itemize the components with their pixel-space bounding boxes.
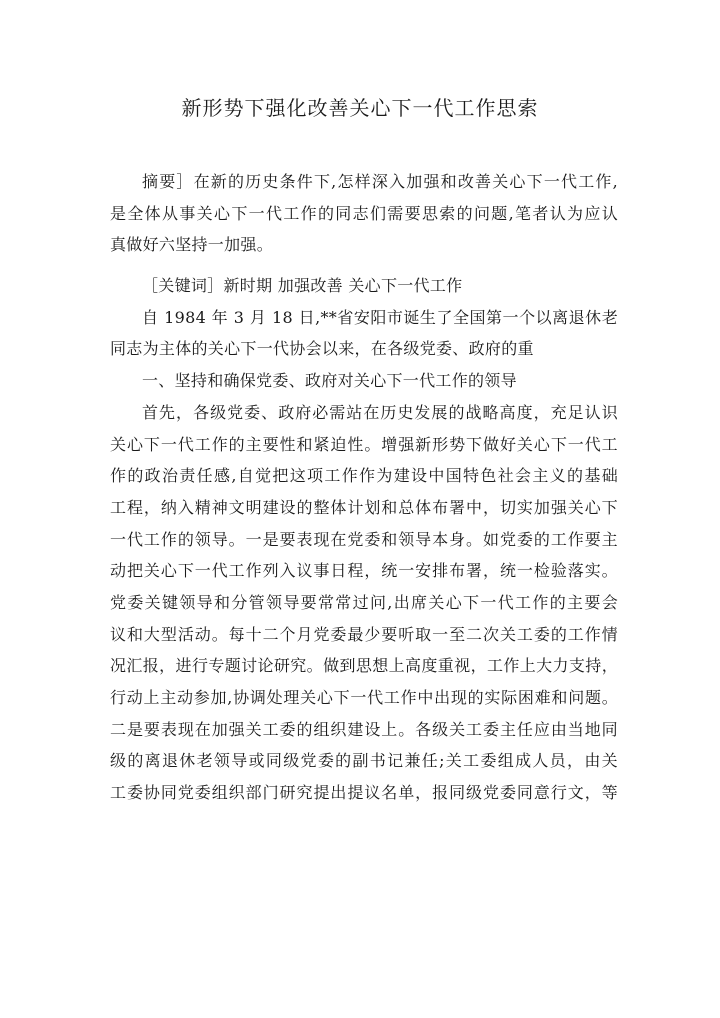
body-line: 关心下一代工作的主要性和紧迫性。增强新形势下做好关心下一代工	[110, 434, 618, 454]
body-line: 党委关键领导和分管领导要常常过问,出席关心下一代工作的主要会	[110, 592, 618, 612]
body-line: 作的政治责任感,自觉把这项工作作为建设中国特色社会主义的基础	[110, 466, 618, 486]
document-body	[110, 166, 618, 809]
body-line: 工程，纳入精神文明建设的整体计划和总体布署中，切实加强关心下	[110, 497, 618, 517]
body-line: 况汇报，进行专题讨论研究。做到思想上高度重视，工作上大力支持，	[110, 656, 618, 676]
body-line: 真做好六坚持一加强。	[110, 235, 274, 255]
keywords-line: ［关键词］新时期 加强改善 关心下一代工作	[142, 276, 463, 296]
body-line: 级的离退休老领导或同级党委的副书记兼任;关工委组成人员，由关	[110, 751, 618, 771]
body-line: 动把关心下一代工作列入议事日程，统一安排布署，统一检验落实。	[110, 561, 618, 581]
body-line: 是全体从事关心下一代工作的同志们需要思索的问题,笔者认为应认	[110, 203, 618, 223]
body-line: 工委协同党委组织部门研究提出提议名单，报同级党委同意行文，等	[110, 783, 618, 803]
body-line: 同志为主体的关心下一代协会以来，在各级党委、政府的重	[110, 339, 534, 359]
body-line: 首先，各级党委、政府必需站在历史发展的战略高度，充足认识	[142, 402, 618, 422]
body-line: 行动上主动参加,协调处理关心下一代工作中出现的实际困难和问题。	[110, 688, 618, 707]
body-line: 二是要表现在加强关工委的组织建设上。各级关工委主任应由当地同	[110, 719, 618, 739]
body-line: 自 1984 年 3 月 18 日,**省安阳市诞生了全国第一个以离退休老	[142, 307, 618, 327]
body-line: 摘要］在新的历史条件下,怎样深入加强和改善关心下一代工作,	[142, 172, 618, 191]
body-line: 议和大型活动。每十二个月党委最少要听取一至二次关工委的工作情	[110, 624, 618, 644]
document-title: 新形势下强化改善关心下一代工作思索	[181, 96, 539, 120]
section-heading: 一、坚持和确保党委、政府对关心下一代工作的领导	[142, 371, 517, 391]
body-line: 一代工作的领导。一是要表现在党委和领导本身。如党委的工作要主	[110, 529, 618, 549]
